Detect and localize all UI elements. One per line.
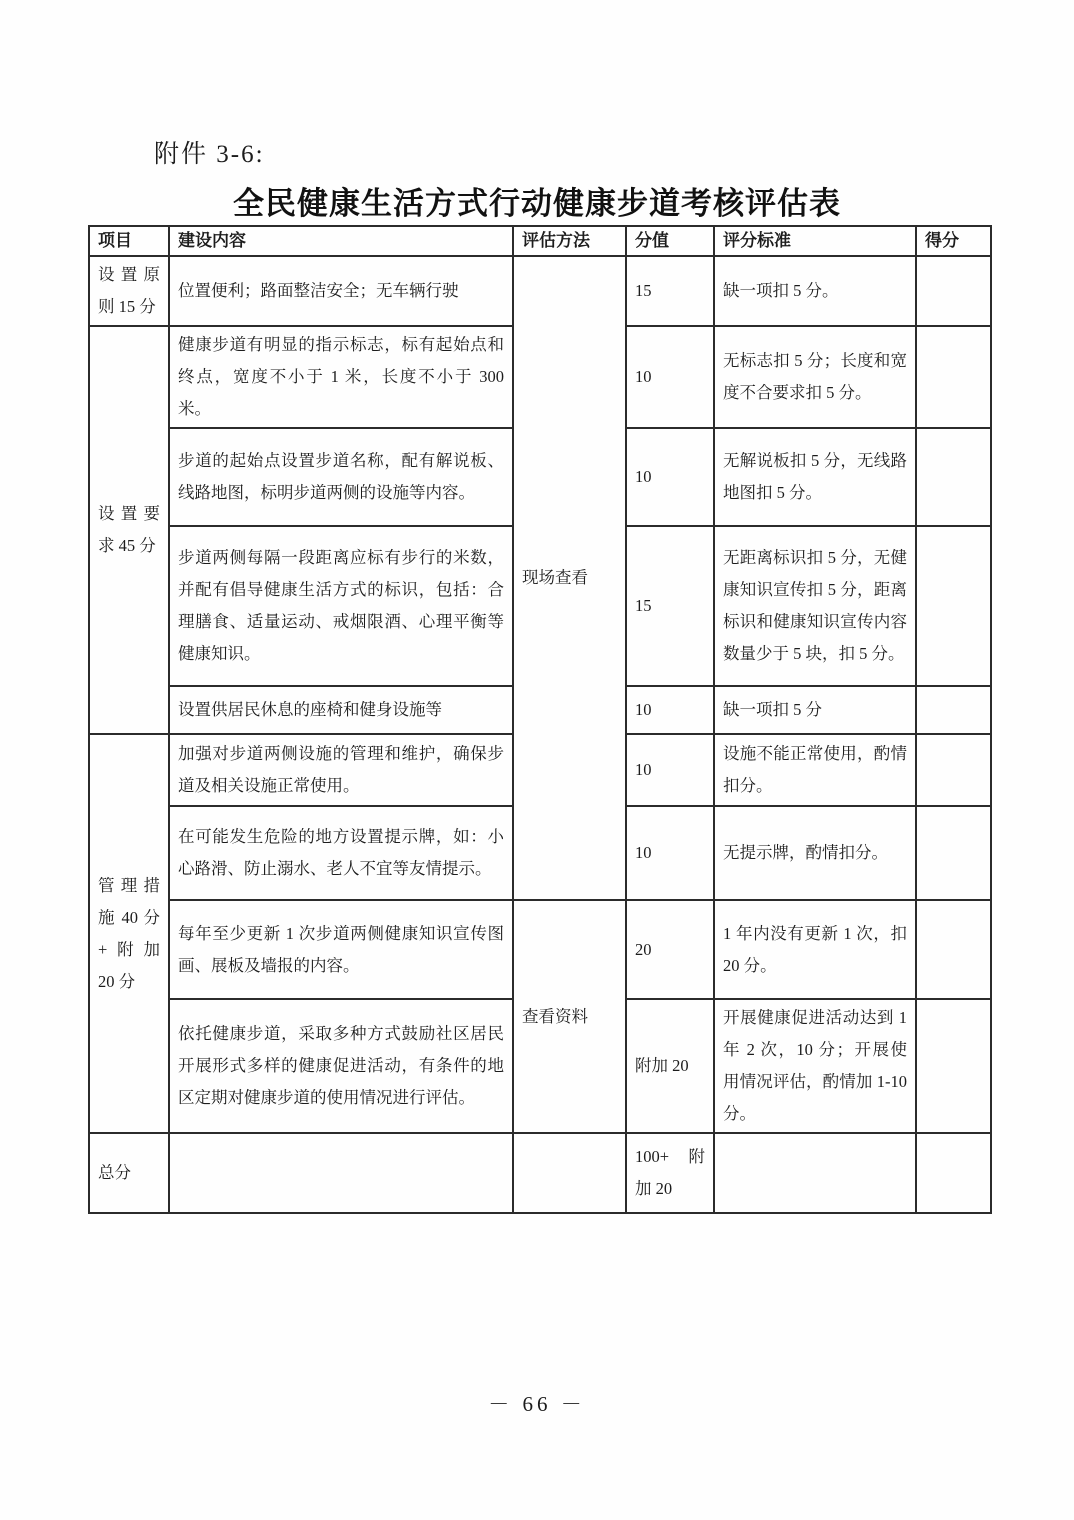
result-cell bbox=[916, 1133, 991, 1213]
standard-cell: 无距离标识扣 5 分，无健康知识宣传扣 5 分，距离标识和健康知识宣传内容数量少于 5 块，扣 5 分。 bbox=[714, 526, 916, 686]
standard-cell: 缺一项扣 5 分 bbox=[714, 686, 916, 734]
result-cell bbox=[916, 686, 991, 734]
standard-cell: 无提示牌，酌情扣分。 bbox=[714, 806, 916, 900]
result-cell bbox=[916, 734, 991, 806]
content-cell: 每年至少更新 1 次步道两侧健康知识宣传图画、展板及墙报的内容。 bbox=[169, 900, 513, 999]
score-cell: 20 bbox=[626, 900, 714, 999]
content-cell: 在可能发生危险的地方设置提示牌，如：小心路滑、防止溺水、老人不宜等友情提示。 bbox=[169, 806, 513, 900]
result-cell bbox=[916, 900, 991, 999]
item-cell: 设置原则 15 分 bbox=[89, 256, 169, 326]
content-cell: 步道的起始点设置步道名称，配有解说板、线路地图，标明步道两侧的设施等内容。 bbox=[169, 428, 513, 526]
score-cell: 15 bbox=[626, 526, 714, 686]
result-cell bbox=[916, 428, 991, 526]
standard-cell: 无标志扣 5 分；长度和宽度不合要求扣 5 分。 bbox=[714, 326, 916, 428]
header-content: 建设内容 bbox=[169, 226, 513, 256]
page-title: 全民健康生活方式行动健康步道考核评估表 bbox=[233, 186, 841, 221]
attachment-label: 附件 3-6: bbox=[154, 141, 265, 168]
score-cell: 10 bbox=[626, 686, 714, 734]
content-cell: 依托健康步道，采取多种方式鼓励社区居民开展形式多样的健康促进活动，有条件的地区定期对健康步道的使用情况进行评估。 bbox=[169, 999, 513, 1133]
content-cell bbox=[169, 1133, 513, 1213]
standard-cell: 设施不能正常使用，酌情扣分。 bbox=[714, 734, 916, 806]
header-standard: 评分标准 bbox=[714, 226, 916, 256]
score-cell: 10 bbox=[626, 326, 714, 428]
header-result: 得分 bbox=[916, 226, 991, 256]
header-score: 分值 bbox=[626, 226, 714, 256]
standard-cell: 1 年内没有更新 1 次，扣 20 分。 bbox=[714, 900, 916, 999]
score-cell: 100+ 附加 20 bbox=[626, 1133, 714, 1213]
content-cell: 步道两侧每隔一段距离应标有步行的米数，并配有倡导健康生活方式的标识，包括：合理膳食、适量运动、戒烟限酒、心理平衡等健康知识。 bbox=[169, 526, 513, 686]
method-cell: 现场查看 bbox=[513, 256, 626, 900]
result-cell bbox=[916, 256, 991, 326]
header-method: 评估方法 bbox=[513, 226, 626, 256]
item-cell: 总分 bbox=[89, 1133, 169, 1213]
item-cell: 设置要求 45 分 bbox=[89, 326, 169, 734]
item-cell: 管理措施 40 分+附加 20 分 bbox=[89, 734, 169, 1133]
result-cell bbox=[916, 806, 991, 900]
score-cell: 10 bbox=[626, 806, 714, 900]
assessment-table bbox=[88, 225, 992, 1214]
result-cell bbox=[916, 326, 991, 428]
content-cell: 设置供居民休息的座椅和健身设施等 bbox=[169, 686, 513, 734]
header-item: 项目 bbox=[89, 226, 169, 256]
table-row bbox=[89, 256, 991, 326]
content-cell: 位置便利；路面整洁安全；无车辆行驶 bbox=[169, 256, 513, 326]
table-row bbox=[89, 1133, 991, 1213]
standard-cell bbox=[714, 1133, 916, 1213]
content-cell: 健康步道有明显的指示标志，标有起始点和终点，宽度不小于 1 米，长度不小于 300 米。 bbox=[169, 326, 513, 428]
result-cell bbox=[916, 526, 991, 686]
page-number: － 66 － bbox=[488, 1392, 586, 1416]
method-cell bbox=[513, 1133, 626, 1213]
standard-cell: 无解说板扣 5 分，无线路地图扣 5 分。 bbox=[714, 428, 916, 526]
score-cell: 附加 20 bbox=[626, 999, 714, 1133]
score-cell: 10 bbox=[626, 428, 714, 526]
standard-cell: 缺一项扣 5 分。 bbox=[714, 256, 916, 326]
score-cell: 10 bbox=[626, 734, 714, 806]
content-cell: 加强对步道两侧设施的管理和维护，确保步道及相关设施正常使用。 bbox=[169, 734, 513, 806]
standard-cell: 开展健康促进活动达到 1 年 2 次，10 分；开展使用情况评估，酌情加 1-10 分。 bbox=[714, 999, 916, 1133]
score-cell: 15 bbox=[626, 256, 714, 326]
table-header-row bbox=[89, 226, 991, 256]
method-cell: 查看资料 bbox=[513, 900, 626, 1133]
table-row bbox=[89, 900, 991, 999]
result-cell bbox=[916, 999, 991, 1133]
